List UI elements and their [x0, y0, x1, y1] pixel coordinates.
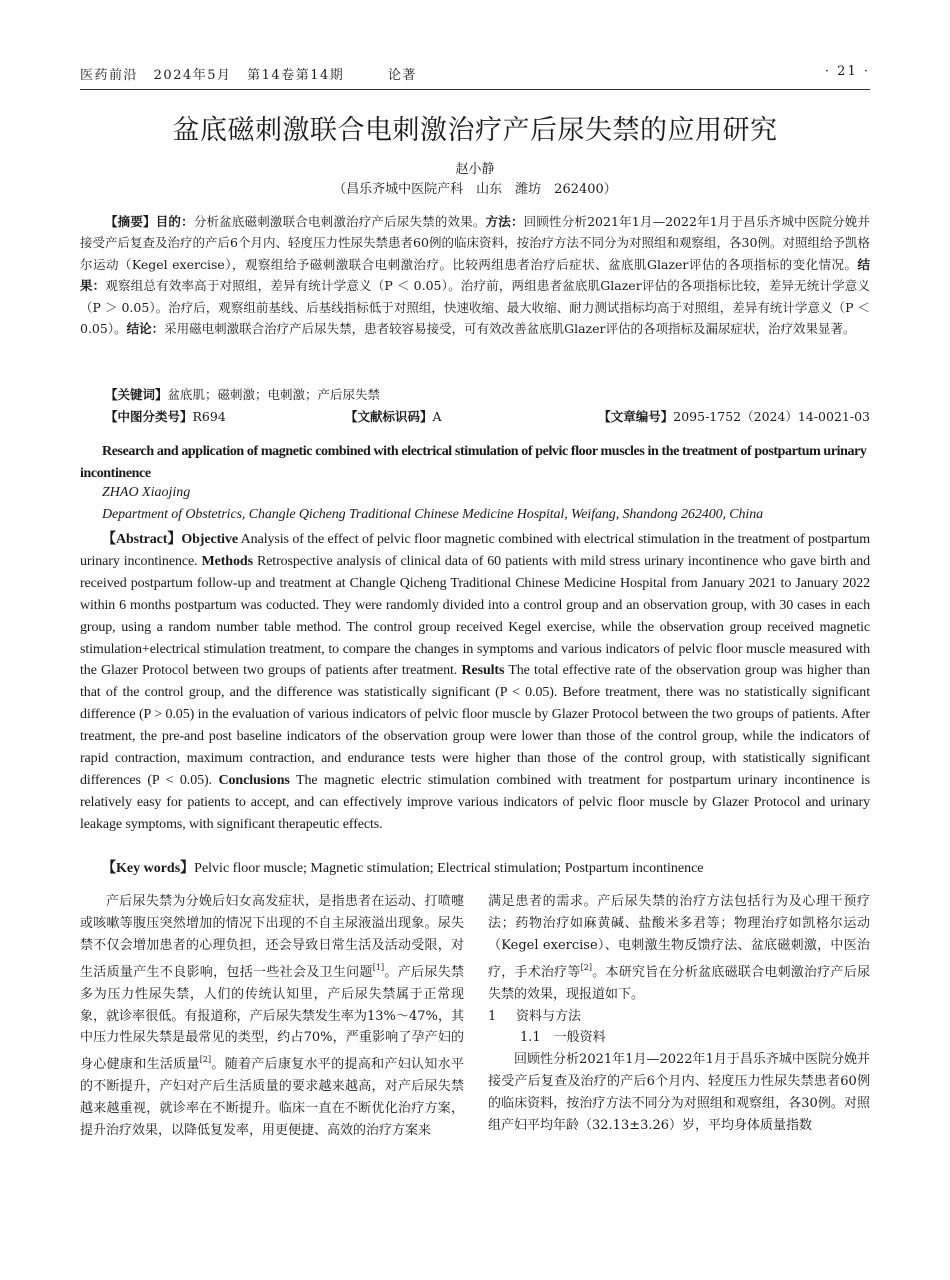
header-divider: [80, 89, 870, 90]
right-text-b: 。本研究旨在分析盆底磁联合电刺激治疗产后尿失禁的效果，现报道如下。: [488, 964, 870, 1002]
classification-number: [105, 407, 226, 425]
journal-name: 医药前沿: [80, 68, 139, 83]
article-no-label: 【文章编号】: [598, 409, 674, 424]
intro-text-b: 。产后尿失禁多为压力性尿失禁，人们的传统认知里，产后尿失禁属于正常现象，就诊率很低。有报道称，产后尿失禁发生率为13%～47%，其中压力性尿失禁是最常见的类型，约占70%，严重影响了孕产妇的身心健康和生活质量: [80, 964, 464, 1073]
right-text-a: 满足患者的需求。产后尿失禁的治疗方法包括行为及心理干预疗法；药物治疗如麻黄碱、盐酸米多君等；物理治疗如凯格尔运动（Kegel exercise）、电刺激生物反馈疗法、盆底磁刺激，中医治疗，手术治疗等: [488, 894, 870, 980]
conclusions-en-label: Conclusions: [218, 772, 290, 788]
section-heading-1: [488, 1006, 870, 1028]
results-cn-label: 结果：: [80, 256, 870, 294]
article-title: 盆底磁刺激联合电刺激治疗产后尿失禁的应用研究: [172, 115, 778, 146]
article-number: [598, 407, 870, 425]
results-cn: 观察组总有效率高于对照组，差异有统计学意义（P ＜ 0.05）。治疗前，两组患者盆底肌Glazer评估的各项指标比较，差异无统计学意义（P ＞ 0.05）。治疗后，观察组前基线、后基线指标低于对照组，快速收缩、最大收缩、耐力测试指标均高于对照组，差异有统计学意义（P ＜ 0.05）。: [80, 278, 870, 337]
classification-value: R694: [192, 409, 226, 424]
keywords-en: [102, 857, 704, 877]
keywords-cn-label: 【关键词】: [105, 387, 168, 402]
author-name: 赵小静: [455, 162, 495, 177]
results-en-label: Results: [461, 663, 505, 679]
english-affiliation: Department of Obstetrics, Changle Qicheng Traditional Chinese Medicine Hospital, Weifang, Shandong 262400, China: [102, 507, 764, 522]
citation-1[interactable]: [1]: [372, 962, 385, 972]
section-1-title: 资料与方法: [516, 1008, 582, 1024]
general-data-paragraph: 回顾性分析2021年1月—2022年1月于昌乐齐城中医院分娩并接受产后复查及治疗的产后6个月内、轻度压力性尿失禁患者60例的临床资料，按治疗方法不同分为对照组和观察组，各30例。对照组产妇平均年龄（32.13±3.26）岁，平均身体质量指数: [488, 1052, 870, 1134]
abstract-cn: [80, 211, 870, 339]
methods-cn: 回顾性分析2021年1月—2022年1月于昌乐齐城中医院分娩并接受产后复查及治疗的产后6个月内、轻度压力性尿失禁患者60例的临床资料，按治疗方法不同分为对照组和观察组，各30例。对照组给予凯格尔运动（Kegel exercise），观察组给予磁刺激联合电刺激治疗。比较两组患者治疗后症状、盆底肌Glazer评估的各项指标的变化情况。: [80, 214, 870, 272]
body-column-left: [80, 891, 464, 1142]
volume-issue: 第14卷第14期: [247, 68, 345, 83]
section-1-number: 1: [488, 1008, 497, 1024]
section-label: 论著: [387, 68, 417, 83]
keywords-en-label: 【Key words】: [102, 861, 195, 876]
citation-3[interactable]: [2]: [580, 962, 593, 972]
english-author: ZHAO Xiaojing: [102, 485, 191, 500]
conclusion-cn: 采用磁电刺激联合治疗产后尿失禁，患者较容易接受，可有效改善盆底肌Glazer评估的各项指标及漏尿症状，治疗效果显著。: [164, 321, 856, 337]
running-header: [80, 64, 870, 86]
methods-cn-label: 方法：: [485, 214, 524, 229]
objective-cn-label: 目的：: [155, 214, 194, 229]
classification-label: 【中图分类号】: [105, 409, 193, 424]
abstract-en: [80, 529, 870, 836]
issue-date: 2024年5月: [153, 68, 232, 83]
intro-paragraph: [80, 891, 464, 1142]
abstract-en-label: 【Abstract】: [102, 532, 182, 547]
keywords-cn: [105, 385, 380, 403]
document-identifier: [345, 407, 442, 425]
subsection-heading-1-1: 1.1 一般资料: [520, 1030, 606, 1046]
intro-text-c: 。随着产后康复水平的提高和产妇认知水平的不断提升，产妇对产后生活质量的要求越来越高，对产后尿失禁越来越重视，就诊率在不断提升。临床一直在不断优化治疗方案，提升治疗效果，以降低复发率，用更便捷、高效的治疗方案来: [80, 1057, 464, 1139]
english-title: Research and application of magnetic combined with electrical stimulation of pelvic floor muscles in the treatment of postpartum urinary incontinence: [80, 444, 867, 481]
intro-continuation: [488, 891, 870, 1006]
results-en: The total effective rate of the observation group was higher than that of the control group, and the difference was statistically significant (P < 0.05). Before treatment, there was no statistically significant difference (P > 0.05) in the evaluation of various indicators of pelvic floor muscle by Glazer Protocol between the two groups of patients. After treatment, the pre-and post baseline indicators of the observation group were lower than those of the control group, while the indicators of rapid contraction, maximum contraction, and endurance tests were higher than those of the control group, with statistically significant differences (P < 0.05).: [80, 663, 870, 788]
intro-text-a: 产后尿失禁为分娩后妇女高发症状，是指患者在运动、打喷嚏或咳嗽等腹压突然增加的情况下出现的不自主尿液溢出现象。尿失禁不仅会增加患者的心理负担，还会导致日常生活及活动受限，对生活质量产生不良影响，包括一些社会及卫生问题: [80, 894, 464, 980]
author-affiliation: （昌乐齐城中医院产科 山东 潍坊 262400）: [333, 182, 617, 197]
abstract-cn-label: 【摘要】: [105, 214, 156, 229]
keywords-cn-text: 盆底肌；磁刺激；电刺激；产后尿失禁: [167, 387, 381, 402]
header-left: [80, 64, 427, 83]
objective-en-label: Objective: [181, 532, 238, 547]
methods-en: Retrospective analysis of clinical data of 60 patients with mild stress urinary incontinence who gave birth and received postpartum follow-up and treatment at Changle Qicheng Traditional Chinese Medicine Hospital from January 2021 to January 2022 within 6 months postpartum was coducted. They were randomly divided into a control group and an observation group, with 30 cases in each group, using a random number table method. The control group received Kegel exercise, while the observation group received magnetic stimulation+electrical stimulation treatment, to compare the changes in symptoms and various indicators of pelvic floor muscle measured with the Glazer Protocol between two groups of patients after treatment.: [80, 553, 871, 679]
doc-id-value: A: [432, 409, 442, 424]
conclusions-en: The magnetic electric stimulation combined with treatment for postpartum urinary incontinence is relatively easy for patients to accept, and can effectively improve various indicators of pelvic floor muscle by Glazer Protocol and urinary leakage symptoms, with significant therapeutic effects.: [80, 772, 870, 832]
keywords-en-text: Pelvic floor muscle; Magnetic stimulation; Electrical stimulation; Postpartum incontinence: [194, 861, 704, 876]
body-column-right: [488, 891, 870, 1137]
citation-2[interactable]: [2]: [199, 1055, 212, 1065]
objective-cn: 分析盆底磁刺激联合电刺激治疗产后尿失禁的效果。: [193, 214, 486, 229]
doc-id-label: 【文献标识码】: [345, 409, 433, 424]
page-number: · 21 ·: [824, 64, 870, 79]
objective-en: Analysis of the effect of pelvic floor magnetic combined with electrical stimulation in the treatment of postpartum urinary incontinence.: [80, 532, 870, 569]
article-no-value: 2095-1752（2024）14-0021-03: [673, 409, 870, 424]
methods-en-label: Methods: [201, 553, 253, 569]
conclusion-cn-label: 结论：: [126, 321, 165, 337]
